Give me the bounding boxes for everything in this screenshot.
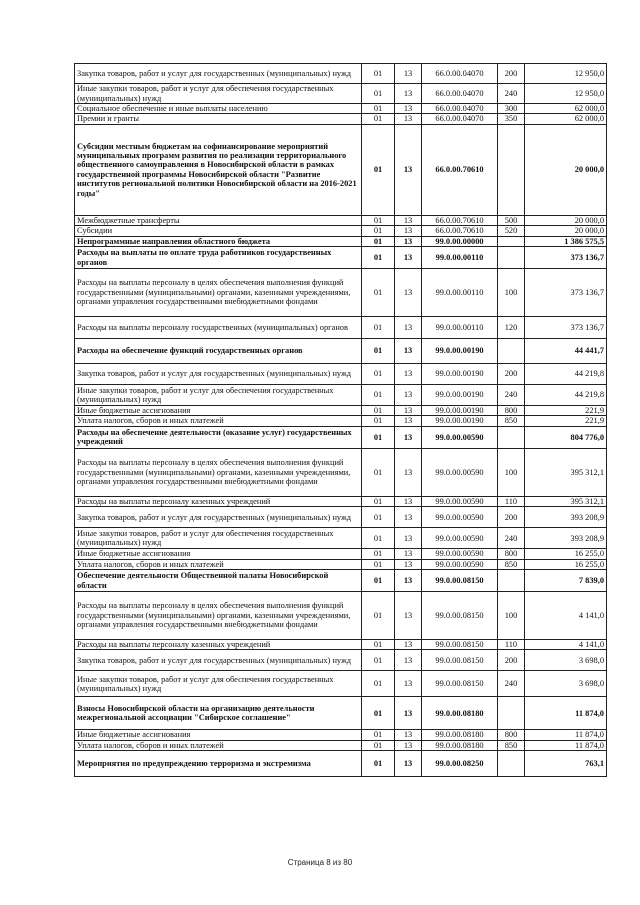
- row-amount: 221,9: [525, 416, 607, 426]
- row-target-code: 99.0.00.00590: [422, 426, 498, 448]
- row-section: 01: [362, 740, 395, 750]
- row-target-code: 99.0.00.00590: [422, 528, 498, 549]
- table-row: [75, 751, 607, 777]
- row-section: 01: [362, 549, 395, 559]
- row-section: 01: [362, 559, 395, 569]
- row-amount: 11 874,0: [525, 730, 607, 740]
- row-target-code: 99.0.00.08180: [422, 697, 498, 730]
- row-subsection: 13: [395, 226, 422, 236]
- row-section: 01: [362, 416, 395, 426]
- table-row: [75, 364, 607, 385]
- row-subsection: 13: [395, 84, 422, 104]
- table-row: [75, 236, 607, 246]
- table-row: [75, 114, 607, 124]
- row-name: Межбюджетные трансферты: [75, 215, 362, 225]
- table-row: [75, 426, 607, 448]
- row-amount: 221,9: [525, 406, 607, 416]
- row-amount: 12 950,0: [525, 84, 607, 104]
- page-number: Страница 8 из 80: [287, 858, 353, 867]
- row-expense-type: 850: [498, 416, 525, 426]
- row-name: Закупка товаров, работ и услуг для государственных (муниципальных) нужд: [75, 507, 362, 528]
- row-expense-type: 850: [498, 559, 525, 569]
- table-row: [75, 317, 607, 339]
- row-target-code: 66.0.00.04070: [422, 114, 498, 124]
- row-expense-type: [498, 247, 525, 269]
- row-expense-type: [498, 697, 525, 730]
- row-section: 01: [362, 528, 395, 549]
- row-expense-type: 200: [498, 364, 525, 385]
- row-amount: 373 136,7: [525, 247, 607, 269]
- row-target-code: 66.0.00.04070: [422, 64, 498, 84]
- row-section: 01: [362, 317, 395, 339]
- row-name: Иные закупки товаров, работ и услуг для обеспечения государственных (муниципальных) нужд: [75, 528, 362, 549]
- row-name: Уплата налогов, сборов и иных платежей: [75, 416, 362, 426]
- row-amount: 4 141,0: [525, 640, 607, 650]
- row-expense-type: 100: [498, 592, 525, 640]
- table-row: [75, 104, 607, 114]
- row-section: 01: [362, 269, 395, 317]
- row-expense-type: 300: [498, 104, 525, 114]
- table-row: [75, 528, 607, 549]
- row-subsection: 13: [395, 426, 422, 448]
- row-subsection: 13: [395, 317, 422, 339]
- row-name: Расходы на выплаты персоналу в целях обеспечения выполнения функций государственными (муниципальными) органами, казенными учреждениями, органами управления государственными внебюджетными фондами: [75, 448, 362, 496]
- row-target-code: 99.0.00.08180: [422, 740, 498, 750]
- table-row: [75, 406, 607, 416]
- row-amount: 44 219,8: [525, 385, 607, 406]
- row-target-code: 99.0.00.00590: [422, 448, 498, 496]
- row-expense-type: 850: [498, 740, 525, 750]
- table-row: [75, 84, 607, 104]
- row-section: 01: [362, 640, 395, 650]
- row-subsection: 13: [395, 215, 422, 225]
- row-subsection: 13: [395, 364, 422, 385]
- table-row: [75, 339, 607, 364]
- row-subsection: 13: [395, 269, 422, 317]
- row-amount: 4 141,0: [525, 592, 607, 640]
- table-row: [75, 570, 607, 592]
- row-target-code: 66.0.00.70610: [422, 226, 498, 236]
- row-amount: 62 000,0: [525, 104, 607, 114]
- row-name: Закупка товаров, работ и услуг для государственных (муниципальных) нужд: [75, 364, 362, 385]
- table-row: [75, 226, 607, 236]
- row-section: 01: [362, 114, 395, 124]
- row-section: 01: [362, 496, 395, 506]
- row-expense-type: 240: [498, 528, 525, 549]
- row-target-code: 99.0.00.08150: [422, 650, 498, 671]
- table-row: [75, 269, 607, 317]
- row-target-code: 99.0.00.08150: [422, 570, 498, 592]
- row-amount: 373 136,7: [525, 269, 607, 317]
- row-subsection: 13: [395, 650, 422, 671]
- row-section: 01: [362, 364, 395, 385]
- row-expense-type: 100: [498, 448, 525, 496]
- row-section: 01: [362, 104, 395, 114]
- table-row: [75, 740, 607, 750]
- row-name: Иные закупки товаров, работ и услуг для обеспечения государственных (муниципальных) нужд: [75, 84, 362, 104]
- row-expense-type: 240: [498, 84, 525, 104]
- row-section: 01: [362, 697, 395, 730]
- row-subsection: 13: [395, 406, 422, 416]
- row-subsection: 13: [395, 549, 422, 559]
- row-expense-type: 100: [498, 269, 525, 317]
- table-row: [75, 640, 607, 650]
- row-name: Закупка товаров, работ и услуг для государственных (муниципальных) нужд: [75, 64, 362, 84]
- row-name: Мероприятия по предупреждению терроризма и экстремизма: [75, 751, 362, 777]
- row-section: 01: [362, 448, 395, 496]
- row-target-code: 99.0.00.08250: [422, 751, 498, 777]
- row-name: Субсидии: [75, 226, 362, 236]
- row-name: Уплата налогов, сборов и иных платежей: [75, 740, 362, 750]
- row-section: 01: [362, 671, 395, 697]
- row-amount: 44 219,8: [525, 364, 607, 385]
- row-expense-type: 520: [498, 226, 525, 236]
- row-expense-type: [498, 339, 525, 364]
- row-name: Иные бюджетные ассигнования: [75, 730, 362, 740]
- row-amount: 11 874,0: [525, 740, 607, 750]
- row-section: 01: [362, 247, 395, 269]
- row-amount: 395 312,1: [525, 448, 607, 496]
- row-target-code: 99.0.00.00590: [422, 496, 498, 506]
- row-amount: 393 208,9: [525, 507, 607, 528]
- row-amount: 16 255,0: [525, 549, 607, 559]
- row-subsection: 13: [395, 528, 422, 549]
- table-row: [75, 247, 607, 269]
- row-subsection: 13: [395, 640, 422, 650]
- row-amount: 7 839,0: [525, 570, 607, 592]
- row-target-code: 99.0.00.00110: [422, 317, 498, 339]
- row-subsection: 13: [395, 339, 422, 364]
- row-subsection: 13: [395, 247, 422, 269]
- row-amount: 373 136,7: [525, 317, 607, 339]
- row-subsection: 13: [395, 64, 422, 84]
- row-section: 01: [362, 592, 395, 640]
- row-name: Обеспечение деятельности Общественной палаты Новосибирской области: [75, 570, 362, 592]
- row-subsection: 13: [395, 496, 422, 506]
- row-name: Расходы на выплаты персоналу государственных (муниципальных) органов: [75, 317, 362, 339]
- budget-table: [74, 63, 607, 777]
- row-amount: 1 386 575,5: [525, 236, 607, 246]
- row-expense-type: 120: [498, 317, 525, 339]
- row-amount: 393 208,9: [525, 528, 607, 549]
- row-section: 01: [362, 426, 395, 448]
- row-expense-type: 200: [498, 507, 525, 528]
- row-expense-type: [498, 426, 525, 448]
- row-subsection: 13: [395, 697, 422, 730]
- row-amount: 16 255,0: [525, 559, 607, 569]
- table-row: [75, 730, 607, 740]
- row-name: Закупка товаров, работ и услуг для государственных (муниципальных) нужд: [75, 650, 362, 671]
- table-row: [75, 559, 607, 569]
- table-row: [75, 416, 607, 426]
- row-name: Расходы на выплаты персоналу казенных учреждений: [75, 496, 362, 506]
- row-section: 01: [362, 84, 395, 104]
- row-target-code: 99.0.00.00190: [422, 406, 498, 416]
- row-subsection: 13: [395, 559, 422, 569]
- row-expense-type: 240: [498, 671, 525, 697]
- row-section: 01: [362, 215, 395, 225]
- row-section: 01: [362, 236, 395, 246]
- row-expense-type: [498, 236, 525, 246]
- table-row: [75, 507, 607, 528]
- row-expense-type: 240: [498, 385, 525, 406]
- row-amount: 62 000,0: [525, 114, 607, 124]
- row-subsection: 13: [395, 730, 422, 740]
- row-expense-type: [498, 751, 525, 777]
- row-subsection: 13: [395, 124, 422, 215]
- row-subsection: 13: [395, 448, 422, 496]
- row-section: 01: [362, 730, 395, 740]
- row-amount: 3 698,0: [525, 671, 607, 697]
- row-amount: 763,1: [525, 751, 607, 777]
- row-amount: 395 312,1: [525, 496, 607, 506]
- row-name: Премии и гранты: [75, 114, 362, 124]
- row-subsection: 13: [395, 740, 422, 750]
- row-target-code: 99.0.00.00190: [422, 364, 498, 385]
- row-section: 01: [362, 751, 395, 777]
- row-amount: 20 000,0: [525, 124, 607, 215]
- table-row: [75, 671, 607, 697]
- row-expense-type: 200: [498, 650, 525, 671]
- row-target-code: 99.0.00.00590: [422, 507, 498, 528]
- row-target-code: 99.0.00.00590: [422, 549, 498, 559]
- row-subsection: 13: [395, 416, 422, 426]
- row-section: 01: [362, 124, 395, 215]
- row-name: Непрограммные направления областного бюджета: [75, 236, 362, 246]
- row-expense-type: 800: [498, 549, 525, 559]
- row-subsection: 13: [395, 592, 422, 640]
- row-subsection: 13: [395, 751, 422, 777]
- row-subsection: 13: [395, 236, 422, 246]
- row-section: 01: [362, 507, 395, 528]
- row-expense-type: 800: [498, 730, 525, 740]
- row-expense-type: [498, 124, 525, 215]
- table-row: [75, 385, 607, 406]
- row-section: 01: [362, 385, 395, 406]
- row-target-code: 99.0.00.08150: [422, 640, 498, 650]
- row-name: Расходы на выплаты персоналу в целях обеспечения выполнения функций государственными (муниципальными) органами, казенными учреждениями, органами управления государственными внебюджетными фондами: [75, 269, 362, 317]
- row-expense-type: [498, 570, 525, 592]
- table-row: [75, 650, 607, 671]
- row-amount: 20 000,0: [525, 226, 607, 236]
- row-expense-type: 200: [498, 64, 525, 84]
- row-target-code: 99.0.00.00190: [422, 416, 498, 426]
- row-target-code: 99.0.00.08150: [422, 592, 498, 640]
- row-expense-type: 350: [498, 114, 525, 124]
- row-target-code: 66.0.00.04070: [422, 104, 498, 114]
- row-target-code: 99.0.00.00590: [422, 559, 498, 569]
- row-name: Расходы на выплаты персоналу казенных учреждений: [75, 640, 362, 650]
- row-target-code: 99.0.00.08150: [422, 671, 498, 697]
- row-name: Иные бюджетные ассигнования: [75, 406, 362, 416]
- row-subsection: 13: [395, 570, 422, 592]
- table-row: [75, 64, 607, 84]
- row-amount: 12 950,0: [525, 64, 607, 84]
- table-row: [75, 496, 607, 506]
- row-expense-type: 800: [498, 406, 525, 416]
- row-subsection: 13: [395, 507, 422, 528]
- table-row: [75, 697, 607, 730]
- row-section: 01: [362, 406, 395, 416]
- row-target-code: 99.0.00.00190: [422, 385, 498, 406]
- row-name: Социальное обеспечение и иные выплаты населению: [75, 104, 362, 114]
- table-row: [75, 549, 607, 559]
- row-amount: 44 441,7: [525, 339, 607, 364]
- row-section: 01: [362, 650, 395, 671]
- row-subsection: 13: [395, 114, 422, 124]
- row-target-code: 66.0.00.70610: [422, 124, 498, 215]
- row-target-code: 99.0.00.00190: [422, 339, 498, 364]
- row-subsection: 13: [395, 385, 422, 406]
- row-name: Субсидии местным бюджетам на софинансирование мероприятий муниципальных программ развития по реализации территориального общественного самоуправления в Новосибирской области в рамках государственной программы Новосибирской области "Развитие институтов региональной политики Новосибирской области на 2016-2021 годы": [75, 124, 362, 215]
- table-row: [75, 215, 607, 225]
- row-name: Иные закупки товаров, работ и услуг для обеспечения государственных (муниципальных) нужд: [75, 385, 362, 406]
- row-amount: 3 698,0: [525, 650, 607, 671]
- row-target-code: 99.0.00.08180: [422, 730, 498, 740]
- row-name: Расходы на выплаты персоналу в целях обеспечения выполнения функций государственными (муниципальными) органами, казенными учреждениями, органами управления государственными внебюджетными фондами: [75, 592, 362, 640]
- row-section: 01: [362, 570, 395, 592]
- table-row: [75, 592, 607, 640]
- row-amount: 20 000,0: [525, 215, 607, 225]
- row-target-code: 99.0.00.00000: [422, 236, 498, 246]
- row-section: 01: [362, 226, 395, 236]
- table-row: [75, 448, 607, 496]
- row-section: 01: [362, 64, 395, 84]
- row-target-code: 99.0.00.00110: [422, 247, 498, 269]
- row-amount: 804 776,0: [525, 426, 607, 448]
- row-name: Иные закупки товаров, работ и услуг для обеспечения государственных (муниципальных) нужд: [75, 671, 362, 697]
- row-name: Расходы на обеспечение функций государственных органов: [75, 339, 362, 364]
- row-subsection: 13: [395, 104, 422, 114]
- table-row: [75, 124, 607, 215]
- row-subsection: 13: [395, 671, 422, 697]
- row-expense-type: 110: [498, 640, 525, 650]
- row-target-code: 66.0.00.04070: [422, 84, 498, 104]
- row-name: Уплата налогов, сборов и иных платежей: [75, 559, 362, 569]
- row-name: Расходы на выплаты по оплате труда работников государственных органов: [75, 247, 362, 269]
- row-name: Взносы Новосибирской области на организацию деятельности межрегиональной ассоциации "Сибирское соглашение": [75, 697, 362, 730]
- row-name: Расходы на обеспечение деятельности (оказание услуг) государственных учреждений: [75, 426, 362, 448]
- row-expense-type: 500: [498, 215, 525, 225]
- row-target-code: 66.0.00.70610: [422, 215, 498, 225]
- row-amount: 11 874,0: [525, 697, 607, 730]
- row-expense-type: 110: [498, 496, 525, 506]
- row-name: Иные бюджетные ассигнования: [75, 549, 362, 559]
- row-section: 01: [362, 339, 395, 364]
- row-target-code: 99.0.00.00110: [422, 269, 498, 317]
